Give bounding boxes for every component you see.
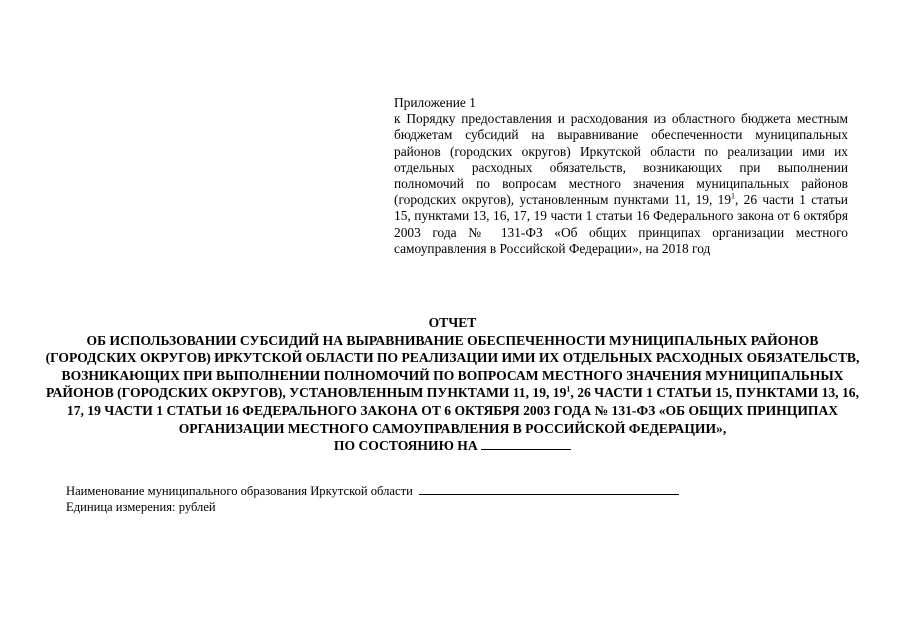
- unit-row: [66, 500, 679, 516]
- meta-block: [66, 484, 679, 515]
- report-title-part2: , 26 ЧАСТИ 1 СТАТЬИ 15, ПУНКТАМИ 13, 16, 17, 19 ЧАСТИ 1 СТАТЬИ 16 ФЕДЕРАЛЬНОГО ЗАКОНА ОТ 6 ОКТЯБРЯ 2003 ГОДА № 131-ФЗ «ОБ ОБЩИХ ПРИНЦИПАХ ОРГАНИЗАЦИИ МЕСТНОГО САМОУПРАВЛЕНИЯ В РОССИЙСКОЙ ФЕДЕРАЦИИ»,: [66, 385, 859, 436]
- report-date-field[interactable]: [481, 437, 571, 450]
- municipality-field[interactable]: [419, 484, 679, 495]
- appendix-text-part2: , 26 части 1 статьи 15, пунктами 13, 16, 17, 19 части 1 статьи 16 Федерального закона от 6 октября 2003 года № 131-ФЗ «Об общих принципах организации местного самоуправления в Российской Федерации», на 2018 год: [394, 192, 848, 256]
- appendix-block: [394, 95, 848, 257]
- appendix-superscript: 1: [731, 191, 736, 201]
- unit-label: Единица измерения: рублей: [66, 499, 216, 514]
- report-title-block: [40, 314, 865, 455]
- municipality-row: [66, 484, 679, 500]
- appendix-label: Приложение 1: [394, 95, 476, 110]
- report-heading: ОТЧЕТ: [428, 315, 477, 330]
- appendix-text: [394, 111, 848, 257]
- report-title-superscript: 1: [566, 384, 571, 394]
- report-title-part1: ОБ ИСПОЛЬЗОВАНИИ СУБСИДИЙ НА ВЫРАВНИВАНИЕ ОБЕСПЕЧЕННОСТИ МУНИЦИПАЛЬНЫХ РАЙОНОВ (ГОРОДСКИХ ОКРУГОВ) ИРКУТСКОЙ ОБЛАСТИ ПО РЕАЛИЗАЦИИ ИМИ ИХ ОТДЕЛЬНЫХ РАСХОДНЫХ ОБЯЗАТЕЛЬСТВ, ВОЗНИКАЮЩИХ ПРИ ВЫПОЛНЕНИИ ПОЛНОМОЧИЙ ПО ВОПРОСАМ МЕСТНОГО ЗНАЧЕНИЯ МУНИЦИПАЛЬНЫХ РАЙОНОВ (ГОРОДСКИХ ОКРУГОВ), УСТАНОВЛЕННЫМ ПУНКТАМИ 11, 19, 19: [45, 332, 860, 401]
- report-as-of-label: ПО СОСТОЯНИЮ НА: [333, 438, 478, 454]
- municipality-label: Наименование муниципального образования Иркутской области: [66, 484, 413, 498]
- appendix-text-part1: к Порядку предоставления и расходования из областного бюджета местным бюджетам субсидий на выравнивание обеспеченности муниципальных районов (городских округов) Иркутской области по реализации ими их отдельных расходных обязательств, возникающих при выполнении полномочий по вопросам местного значения муниципальных районов (городских округов), установленным пунктами 11, 19, 19: [394, 111, 848, 208]
